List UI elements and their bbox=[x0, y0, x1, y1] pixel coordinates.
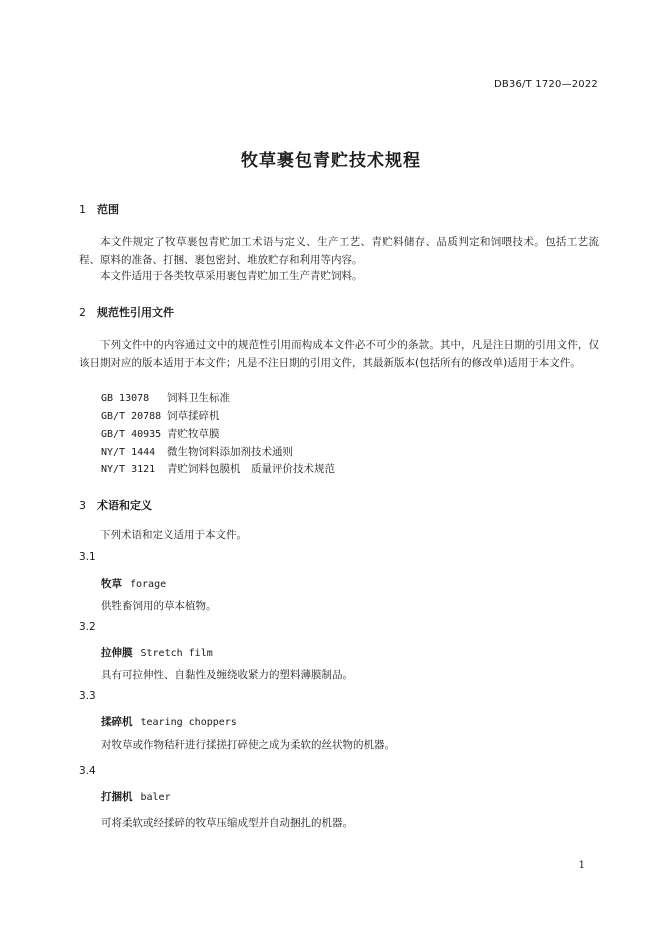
term-name bbox=[101, 576, 166, 591]
section-2-heading bbox=[79, 304, 174, 320]
reference-item bbox=[101, 390, 230, 405]
section-number: 2 bbox=[79, 306, 86, 319]
document-number: DB36/T 1720—2022 bbox=[493, 79, 598, 90]
term-name bbox=[101, 789, 171, 804]
term-definition: 对牧草或作物秸秆进行揉搓打碎使之成为柔软的丝状物的机器。 bbox=[101, 739, 395, 751]
reference-name: 青贮牧草膜 bbox=[167, 428, 220, 440]
term-en: tearing choppers bbox=[140, 717, 237, 728]
term-zh: 揉碎机 bbox=[101, 716, 133, 728]
term-number: 3.2 bbox=[79, 621, 96, 633]
reference-code: GB/T 20788 bbox=[101, 411, 162, 422]
section-1-heading bbox=[79, 201, 119, 217]
term-en: forage bbox=[130, 579, 167, 590]
term-number: 3.3 bbox=[79, 690, 96, 702]
reference-code: NY/T 3121 bbox=[101, 464, 156, 475]
term-name bbox=[101, 714, 237, 729]
reference-item bbox=[101, 426, 220, 441]
normative-refs-paragraph: 下列文件中的内容通过文中的规范性引用而构成本文件必不可少的条款。其中，凡是注日期的引用文件，仅该日期对应的版本适用于本文件；凡是不注日期的引用文件，其最新版本(包括所有的修改单)适用于本文件。 bbox=[79, 339, 599, 369]
reference-code: NY/T 1444 bbox=[101, 447, 156, 458]
document-title: 牧草裹包青贮技术规程 bbox=[241, 151, 421, 171]
reference-code: GB 13078 bbox=[101, 393, 150, 404]
term-name bbox=[101, 645, 213, 660]
term-zh: 拉伸膜 bbox=[101, 647, 133, 659]
scope-paragraph-2: 本文件适用于各类牧草采用裹包青贮加工生产青贮饲料。 bbox=[100, 270, 363, 282]
term-zh: 牧草 bbox=[101, 578, 122, 590]
term-zh: 打捆机 bbox=[101, 791, 133, 803]
term-definition: 供牲畜饲用的草本植物。 bbox=[101, 600, 217, 612]
scope-paragraph-1: 本文件规定了牧草裹包青贮加工术语与定义、生产工艺、青贮料储存、品质判定和饲喂技术。包括工艺流程、原料的准备、打捆、裹包密封、堆放贮存和利用等内容。 bbox=[79, 236, 599, 266]
term-en: Stretch film bbox=[140, 648, 213, 659]
reference-name: 饲草揉碎机 bbox=[167, 410, 220, 422]
section-3-heading bbox=[79, 497, 152, 513]
reference-name: 微生物饲料添加剂技术通则 bbox=[167, 446, 293, 458]
section-title: 规范性引用文件 bbox=[97, 306, 174, 319]
section-number: 3 bbox=[79, 499, 86, 512]
term-definition: 具有可拉伸性、自黏性及缠绕收紧力的塑料薄膜制品。 bbox=[101, 669, 353, 681]
term-number: 3.4 bbox=[79, 765, 96, 777]
term-en: baler bbox=[140, 792, 171, 803]
section-title: 范围 bbox=[97, 203, 119, 216]
section-title: 术语和定义 bbox=[97, 499, 152, 512]
page-number: 1 bbox=[578, 860, 585, 871]
section-number: 1 bbox=[79, 203, 86, 216]
term-number: 3.1 bbox=[79, 551, 96, 563]
reference-item bbox=[101, 444, 293, 459]
reference-name: 饲料卫生标准 bbox=[167, 392, 230, 404]
reference-name: 青贮饲料包膜机 质量评价技术规范 bbox=[167, 463, 335, 475]
reference-code: GB/T 40935 bbox=[101, 429, 162, 440]
reference-item bbox=[101, 461, 335, 476]
terms-intro: 下列术语和定义适用于本文件。 bbox=[100, 529, 247, 541]
term-definition: 可将柔软或经揉碎的牧草压缩成型并自动捆扎的机器。 bbox=[101, 817, 353, 829]
reference-item bbox=[101, 408, 220, 423]
